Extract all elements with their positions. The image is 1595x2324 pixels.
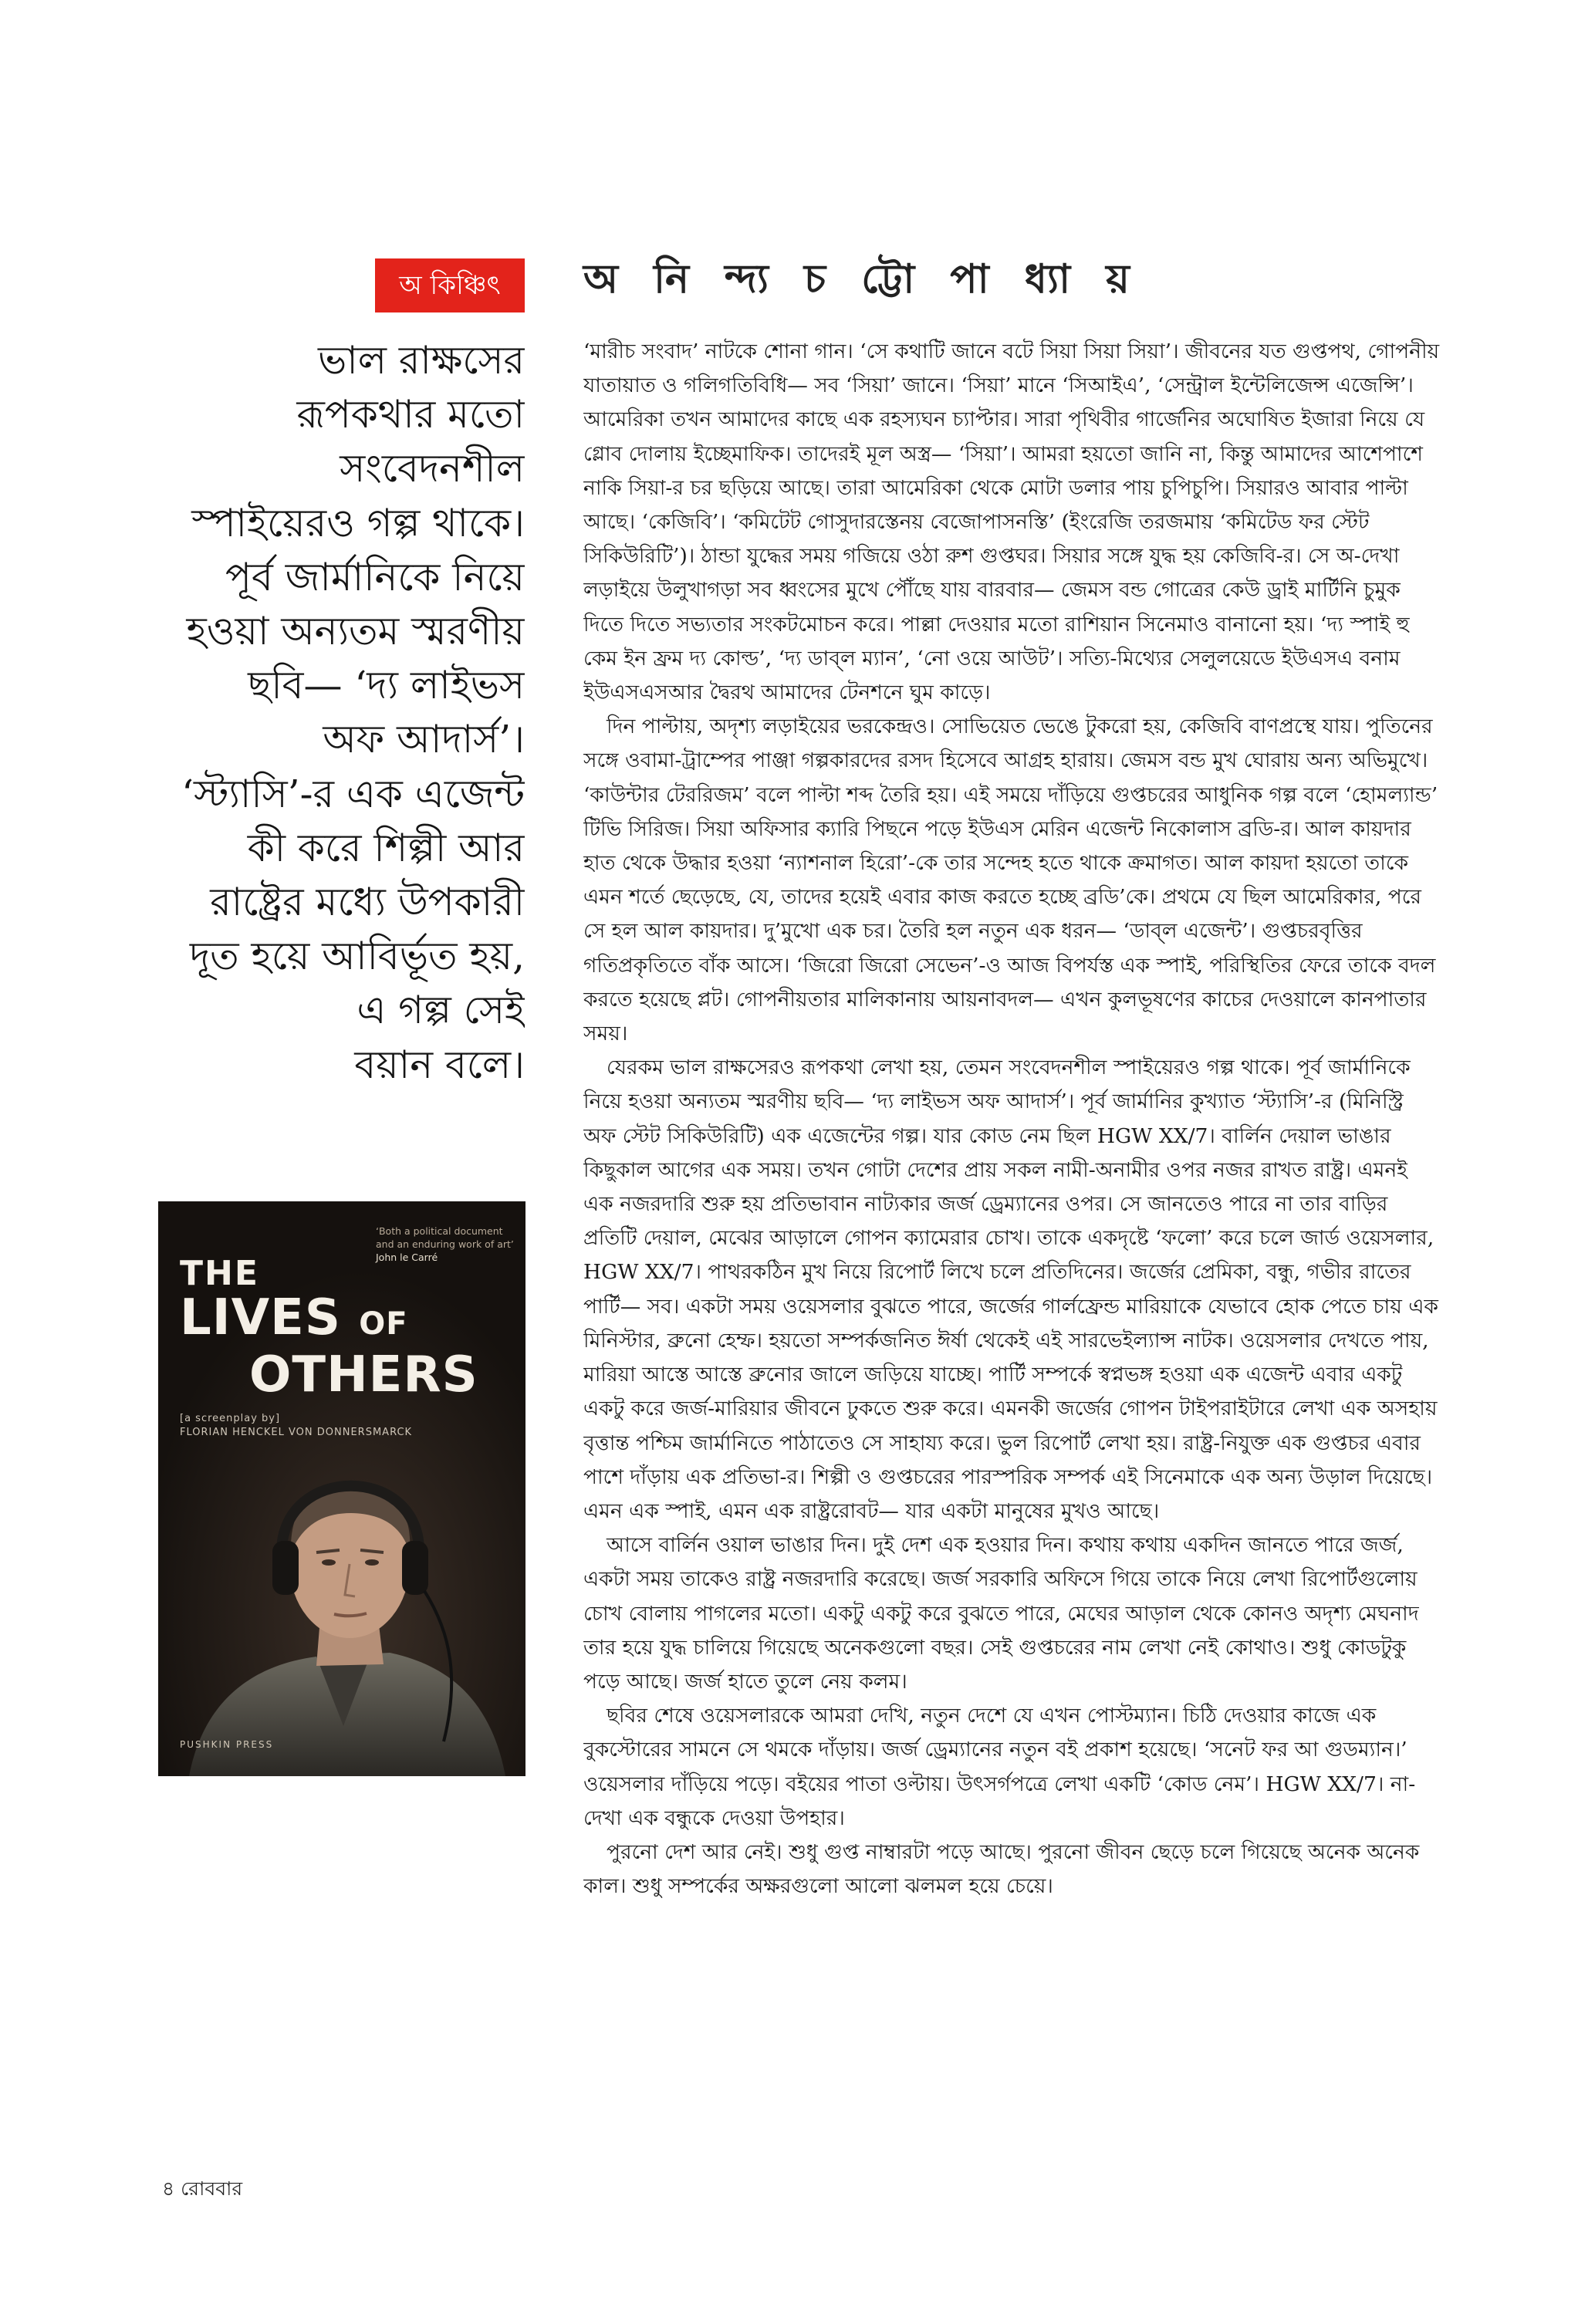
- cover-title: [180, 1254, 519, 1404]
- pull-quote-line: ছবি— ‘দ্য লাইভস: [248, 663, 525, 708]
- cover-credit-line: FLORIAN HENCKEL VON DONNERSMARCK: [180, 1427, 413, 1438]
- pull-quote-line: বয়ান বলে।: [354, 1042, 525, 1087]
- article-paragraph: আসে বার্লিন ওয়াল ভাঙার দিন। দুই দেশ এক হওয়ার দিন। কথায় কথায় একদিন জানতে পারে জর্জ, একটা সময় তাকেও রাষ্ট্র নজরদারি করেছে। জর্জ সরকারি অফিসে গিয়ে তাকে নিয়ে লেখা রিপোর্টগুলোয় চোখ বোলায় পাগলের মতো। একটু একটু করে বুঝতে পারে, মেঘের আড়াল থেকে কোনও অদৃশ্য মেঘনাদ তার হয়ে যুদ্ধ চালিয়ে গিয়েছে অনেকগুলো বছর। সেই গুপ্তচরের নাম লেখা নেই কোথাও। শুধু কোডটুকু পড়ে আছে। জর্জ হাতে তুলে নেয় কলম।: [583, 1533, 1419, 1694]
- article-paragraph: পুরনো দেশ আর নেই। শুধু গুপ্ত নাম্বারটা পড়ে আছে। পুরনো জীবন ছেড়ে চলে গিয়েছে অনেক অনেক কাল। শুধু সম্পর্কের অক্ষরগুলো আলো ঝলমল হয়ে চেয়ে।: [583, 1839, 1420, 1899]
- pull-quote-line: রাষ্ট্রের মধ্যে উপকারী: [210, 880, 525, 925]
- cover-credit: [180, 1412, 519, 1440]
- pull-quote-line: এ গল্প সেই: [357, 988, 525, 1033]
- cover-title-word-small: OF: [359, 1306, 408, 1342]
- cover-title-word: LIVES: [180, 1289, 341, 1346]
- pull-quote-line: অফ আদার্স’।: [323, 717, 525, 762]
- page-folio: ৪ রোববার: [162, 2177, 243, 2200]
- article-paragraph: যেরকম ভাল রাক্ষসেরও রূপকথা লেখা হয়, তেমন সংবেদনশীল স্পাইয়েরও গল্প থাকে। পূর্ব জার্মানিকে নিয়ে হওয়া অন্যতম স্মরণীয় ছবি— ‘দ্য লাইভস অফ আদার্স’। পূর্ব জার্মানির কুখ্যাত ‘স্ট্যাসি’-র (মিনিস্ট্রি অফ স্টেট সিকিউরিটি) এক এজেন্টের গল্প। যার কোড নেম ছিল HGW XX/7। বার্লিন দেয়াল ভাঙার কিছুকাল আগের এক সময়। তখন গোটা দেশের প্রায় সকল নামী-অনামীর ওপর নজর রাখত রাষ্ট্র। এমনই এক নজরদারি শুরু হয় প্রতিভাবান নাট্যকার জর্জ ড্রেম্যানের ওপর। সে জানতেও পারে না তার বাড়ির প্রতিটি দেয়াল, মেঝের আড়ালে গোপন ক্যামেরার চোখ। তাকে একদৃষ্টে ‘ফলো’ করে চলে জার্ড ওয়েসলার, HGW XX/7। পাথরকঠিন মুখ নিয়ে রিপোর্ট লিখে চলে প্রতিদিনের। জর্জের প্রেমিকা, বন্ধু, গভীর রাতের পার্টি— সব। একটা সময় ওয়েসলার বুঝতে পারে, জর্জের গার্লফ্রেন্ড মারিয়াকে যেভাবে হোক পেতে চায় এক মিনিস্টার, ব্রুনো হেম্ফ। হয়তো সম্পর্কজনিত ঈর্ষা থেকেই এই সারভেইল্যান্স নাটক। ওয়েসলার দেখতে পায়, মারিয়া আস্তে আস্তে ব্রুনোর জালে জড়িয়ে যাচ্ছে। পার্টি সম্পর্কে স্বপ্নভঙ্গ হওয়া এক এজেন্ট এবার একটু একটু করে জর্জ-মারিয়ার জীবনে ঢুকতে শুরু করে। এমনকী জর্জের গোপন টাইপরাইটারে লেখা এক অসহায় বৃত্তান্ত পশ্চিম জার্মানিতে পাঠাতেও সে সাহায্য করে। ভুল রিপোর্ট লেখা হয়। রাষ্ট্র-নিযুক্ত এক গুপ্তচর এবার পাশে দাঁড়ায় এক প্রতিভা-র। শিল্পী ও গুপ্তচরের পারস্পরিক সম্পর্ক এই সিনেমাকে এক অন্য উড়াল দিয়েছে। এমন এক স্পাই, এমন এক রাষ্ট্ররোবট— যার একটা মানুষের মুখও আছে।: [583, 1056, 1438, 1523]
- pull-quote-line: হওয়া অন্যতম স্মরণীয়: [186, 609, 525, 654]
- cover-title-line: OTHERS: [249, 1346, 478, 1404]
- cover-blurb-author: John le Carré: [376, 1252, 438, 1263]
- cover-title-line: THE: [180, 1254, 259, 1293]
- article-paragraph: ‘মারীচ সংবাদ’ নাটকে শোনা গান। ‘সে কথাটি জানে বটে সিয়া সিয়া সিয়া’। জীবনের যত গুপ্তপথ, গোপনীয় যাতায়াত ও গলিগতিবিধি— সব ‘সিয়া’ জানে। ‘সিয়া’ মানে ‘সিআইএ’, ‘সেন্ট্রাল ইন্টেলিজেন্স এজেন্সি’। আমেরিকা তখন আমাদের কাছে এক রহস্যঘন চ্যাপ্টার। সারা পৃথিবীর গার্জেনির অঘোষিত ইজারা নিয়ে যে গ্লোব দোলায় ইচ্ছেমাফিক। তাদেরই মূল অস্ত্র— ‘সিয়া’। আমরা হয়তো জানি না, কিন্তু আমাদের আশেপাশে নাকি সিয়া-র চর ছড়িয়ে আছে। তারা আমেরিকা থেকে মোটা ডলার পায় চুপিচুপি। সিয়ারও আবার পাল্টা আছে। ‘কেজিবি’। ‘কমিটেট গোসুদারস্তেনয় বেজোপাসনস্তি’ (ইংরেজি তরজমায় ‘কমিটেড ফর স্টেট সিকিউরিটি’)। ঠান্ডা যুদ্ধের সময় গজিয়ে ওঠা রুশ গুপ্তঘর। সিয়ার সঙ্গে যুদ্ধ হয় কেজিবি-র। সে অ-দেখা লড়াইয়ে উলুখাগড়া সব ধ্বংসের মুখে পৌঁছে যায় বারবার— জেমস বন্ড গোত্রের কেউ ড্রাই মার্টিনি চুমুক দিতে দিতে সভ্যতার সংকটমোচন করে। পাল্লা দেওয়ার মতো রাশিয়ান সিনেমাও বানানো হয়। ‘দ্য স্পাই হু কেম ইন ফ্রম দ্য কোল্ড’, ‘দ্য ডাব্‌ল ম্যান’, ‘নো ওয়ে আউট’। সত্যি-মিথ্যের সেলুলয়েডে ইউএসএ বনাম ইউএসএসআর দ্বৈরথ আমাদের টেনশনে ঘুম কাড়ে।: [583, 339, 1440, 705]
- pull-quote-line: ‘স্ট্যাসি’-র এক এজেন্ট: [181, 771, 525, 816]
- pull-quote: [154, 333, 525, 1136]
- cover-title-line: [180, 1289, 519, 1349]
- cover-credit-line: [a screenplay by]: [180, 1413, 281, 1424]
- pull-quote-line: দূত হয়ে আবির্ভূত হয়,: [189, 934, 525, 979]
- pull-quote-line: পূর্ব জার্মানিকে নিয়ে: [225, 554, 525, 600]
- author-byline: অ নি ন্দ্য চ ট্টো পা ধ্যা য়: [583, 256, 1140, 302]
- section-tag: অ কিঞ্চিৎ: [375, 258, 525, 312]
- pull-quote-line: কী করে শিল্পী আর: [247, 825, 525, 870]
- pull-quote-line: ভাল রাক্ষসের: [317, 338, 525, 383]
- pull-quote-line: সংবেদনশীল: [340, 446, 525, 491]
- book-cover-image: [158, 1201, 525, 1776]
- pull-quote-line: রূপকথার মতো: [296, 392, 525, 437]
- article-body: [583, 335, 1440, 2187]
- article-paragraph: দিন পাল্টায়, অদৃশ্য লড়াইয়ের ভরকেন্দ্রও। সোভিয়েত ভেঙে টুকরো হয়, কেজিবি বাণপ্রস্থে যায়। পুতিনের সঙ্গে ওবামা-ট্রাম্পের পাঞ্জা গল্পকারদের রসদ হিসেবে আগ্রহ হারায়। জেমস বন্ড মুখ ঘোরায় অন্য অভিমুখে। ‘কাউন্টার টেররিজম’ বলে পাল্টা শব্দ তৈরি হয়। এই সময়ে দাঁড়িয়ে গুপ্তচরের আধুনিক গল্প বলে ‘হোমল্যান্ড’ টিভি সিরিজ। সিয়া অফিসার ক্যারি পিছনে পড়ে ইউএস মেরিন এজেন্ট নিকোলাস ব্রডি-র। আল কায়দার হাত থেকে উদ্ধার হওয়া ‘ন্যাশনাল হিরো’-কে তার সন্দেহ হতে থাকে ক্রমাগত। আল কায়দা হয়তো তাকে এমন শর্তে ছেড়েছে, যে, তাদের হয়েই এবার কাজ করতে হচ্ছে ব্রডি’কে। প্রথমে যে ছিল আমেরিকার, পরে সে হল আল কায়দার। দু’মুখো এক চর। তৈরি হল নতুন এক ধরন— ‘ডাব্‌ল এজেন্ট’। গুপ্তচরবৃত্তির গতিপ্রকৃতিতে বাঁক আসে। ‘জিরো জিরো সেভেন’-ও আজ বিপর্যস্ত এক স্পাই, পরিস্থিতির ফেরে তাকে বদল করতে হয়েছে প্লট। গোপনীয়তার মালিকানায় আয়নাবদল— এখন কুলভূষণের কাচের দেওয়ালে কানপাতার সময়।: [583, 714, 1438, 1046]
- pull-quote-line: স্পাইয়েরও গল্প থাকে।: [191, 500, 525, 546]
- article-paragraph: ছবির শেষে ওয়েসলারকে আমরা দেখি, নতুন দেশে যে এখন পোস্টম্যান। চিঠি দেওয়ার কাজে এক বুকস্টোরের সামনে সে থমকে দাঁড়ায়। জর্জ ড্রেম্যানের নতুন বই প্রকাশ হয়েছে। ‘সনেট ফর আ গুডম্যান।’ ওয়েসলার দাঁড়িয়ে পড়ে। বইয়ের পাতা ওল্টায়। উৎসর্গপত্রে লেখা একটি ‘কোড নেম’। HGW XX/7। না-দেখা এক বন্ধুকে দেওয়া উপহার।: [583, 1704, 1416, 1830]
- cover-blurb-text: ‘Both a political document and an enduring work of art’: [376, 1225, 514, 1250]
- cover-publisher: PUSHKIN PRESS: [180, 1739, 274, 1750]
